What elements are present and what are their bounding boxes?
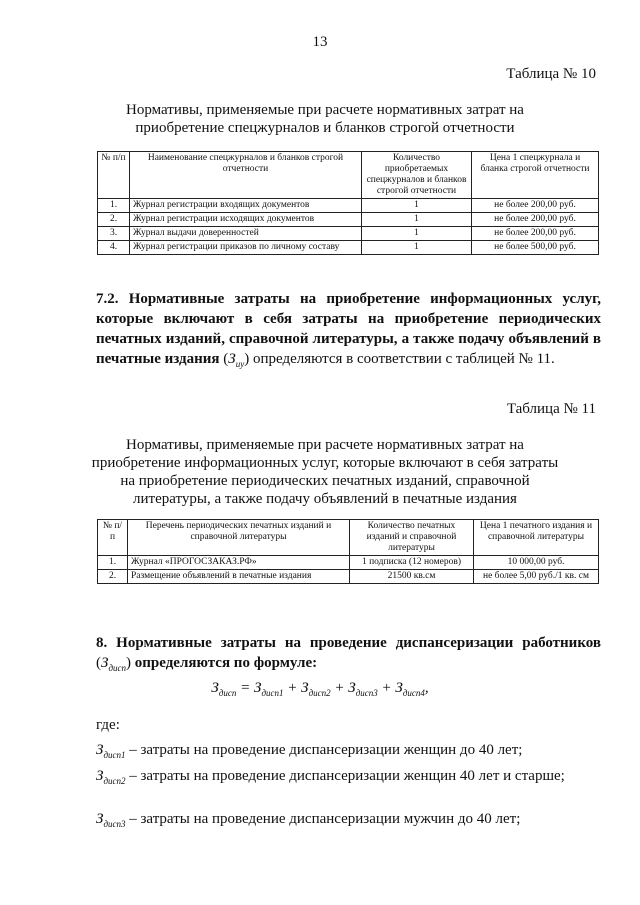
header-cell: Цена 1 спецжурнала и бланка строгой отчетности <box>472 152 599 199</box>
cell-num: 4. <box>98 241 130 255</box>
cell-name: Журнал регистрации приказов по личному составу <box>130 241 362 255</box>
table11-title: Нормативы, применяемые при расчете нормативных затрат на приобретение информационных услуг, которые включают в себя затраты на приобретение периодических печатных изданий, справочной литературы, а также подачу объявлений в печатные издания <box>91 437 559 507</box>
cell-name: Журнал регистрации исходящих документов <box>130 213 362 227</box>
cell-qty: 1 <box>362 227 472 241</box>
def-symbol: З <box>96 768 104 784</box>
formula-sub: дисп <box>218 688 237 698</box>
formula-symbol: З <box>348 680 356 696</box>
section-7-2-tail: определяются в соответствии с таблицей № 11. <box>252 351 555 367</box>
cell-name: Журнал регистрации входящих документов <box>130 199 362 213</box>
cell-qty: 1 <box>362 199 472 213</box>
table-row <box>98 556 599 570</box>
header-cell: Количество приобретаемых спецжурналов и бланков строгой отчетности <box>362 152 472 199</box>
header-cell: Количество печатных изданий и справочной литературы <box>350 520 474 556</box>
header-cell: Цена 1 печатного издания и справочной литературы <box>474 520 599 556</box>
cell-name: Размещение объявлений в печатные издания <box>128 570 350 584</box>
section-8: 8. Нормативные затраты на проведение диспансеризации работников $(З_{дисп})$ определяются по формуле: <box>96 635 601 673</box>
cell-num: 1. <box>98 199 130 213</box>
formula-symbol: З <box>395 680 403 696</box>
section-8-heading: 8. Нормативные затраты на проведение диспансеризации работников <box>96 635 601 651</box>
table-row <box>98 570 599 584</box>
symbol-sub: иу <box>235 359 245 369</box>
table-row <box>98 213 599 227</box>
table-header-row <box>98 152 599 199</box>
header-cell: № п/п <box>98 520 128 556</box>
cell-qty: 1 <box>362 213 472 227</box>
table10 <box>97 151 599 255</box>
cell-num: 2. <box>98 570 128 584</box>
cell-num: 2. <box>98 213 130 227</box>
def-text: – затраты на проведение диспансеризации мужчин до 40 лет; <box>129 811 521 827</box>
cell-name: Журнал «ПРОГОСЗАКАЗ.РФ» <box>128 556 350 570</box>
header-cell: Перечень периодических печатных изданий и справочной литературы <box>128 520 350 556</box>
formula-symbol: З <box>211 680 219 696</box>
table11 <box>97 519 599 584</box>
table-row <box>98 241 599 255</box>
table10-title: Нормативы, применяемые при расчете нормативных затрат на приобретение спецжурналов и бланков строгой отчетности <box>126 102 524 136</box>
cell-price: не более 5,00 руб./1 кв. см <box>474 570 599 584</box>
table11-label: Таблица № 11 <box>506 401 596 417</box>
formula-sub: дисп4 <box>402 688 425 698</box>
cell-price: не более 200,00 руб. <box>472 213 599 227</box>
table-row <box>98 227 599 241</box>
formula-sub: дисп2 <box>308 688 331 698</box>
definition-3 <box>96 809 601 834</box>
header-cell: Наименование спецжурналов и бланков строгой отчетности <box>130 152 362 199</box>
cell-qty: 1 подписка (12 номеров) <box>350 556 474 570</box>
symbol: З <box>228 351 236 367</box>
cell-price: не более 200,00 руб. <box>472 227 599 241</box>
def-text: – затраты на проведение диспансеризации женщин до 40 лет; <box>129 742 523 758</box>
formula-symbol: З <box>254 680 262 696</box>
cell-num: 1. <box>98 556 128 570</box>
cell-qty: 1 <box>362 241 472 255</box>
header-cell: № п/п <box>98 152 130 199</box>
symbol-sub: дисп <box>108 663 126 673</box>
formula-sub: дисп1 <box>261 688 284 698</box>
def-symbol: З <box>96 742 104 758</box>
definition-2 <box>96 766 601 791</box>
def-symbol: З <box>96 811 104 827</box>
table-row <box>98 199 599 213</box>
section-8-heading-tail: определяются по формуле: <box>134 655 318 671</box>
def-sub: дисп1 <box>103 750 126 760</box>
def-sub: дисп2 <box>103 776 126 786</box>
cell-price: не более 500,00 руб. <box>472 241 599 255</box>
cell-qty: 21500 кв.см <box>350 570 474 584</box>
table10-label: Таблица № 10 <box>506 66 596 82</box>
def-sub: дисп3 <box>103 819 126 829</box>
symbol: З <box>101 655 109 671</box>
cell-price: не более 200,00 руб. <box>472 199 599 213</box>
formula-sub: дисп3 <box>355 688 378 698</box>
formula-symbol: З <box>301 680 309 696</box>
page-number: 13 <box>312 34 328 50</box>
cell-num: 3. <box>98 227 130 241</box>
cell-name: Журнал выдачи доверенностей <box>130 227 362 241</box>
cell-price: 10 000,00 руб. <box>474 556 599 570</box>
dispensary-formula: $З_{дисп} = З_{дисп1} + З_{дисп2} + З_{дисп3} + З_{дисп4}$, <box>211 680 429 698</box>
definition-1 <box>96 740 601 765</box>
where-label: где: <box>96 717 120 733</box>
section-7-2: 7.2. Нормативные затраты на приобретение информационных услуг, которые включают в себя затраты на приобретение периодических печатных изданий, справочной литературы, а также подачу объявлений в печатные издания $(З_{иу})$ определяются в соответствии с таблицей № 11. <box>96 291 601 369</box>
section-7-2-heading: 7.2. Нормативные затраты на приобретение информационных услуг, которые включают в себя затраты на приобретение периодических печатных изданий, справочной литературы, а также подачу объявлений в печатные издания <box>96 291 601 367</box>
table-header-row <box>98 520 599 556</box>
def-text: – затраты на проведение диспансеризации женщин 40 лет и старше; <box>129 768 565 784</box>
